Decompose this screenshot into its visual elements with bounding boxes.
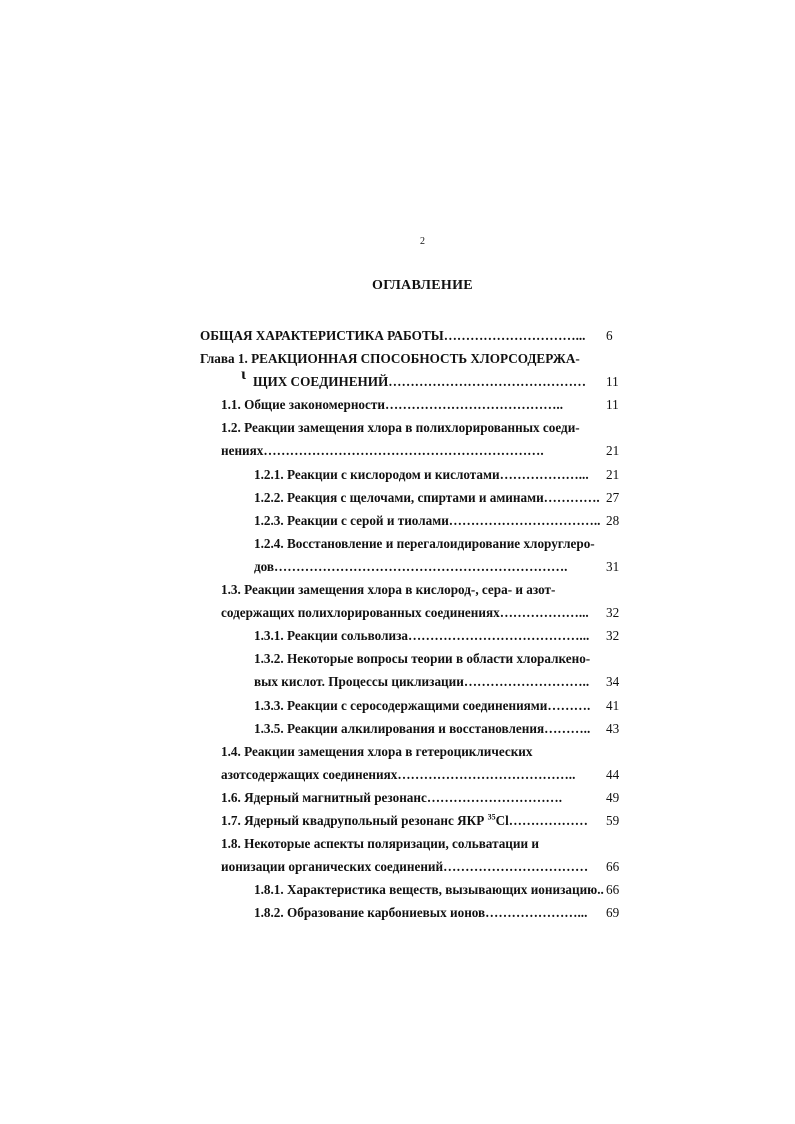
toc-entry-page: 66 bbox=[606, 882, 620, 898]
toc-entry-text: 1.2.3. Реакции с серой и тиолами…………………………….. bbox=[254, 512, 601, 528]
toc-entry-page: 28 bbox=[606, 512, 620, 528]
toc-entry-text: 1.4. Реакции замещения хлора в гетероциклических bbox=[221, 743, 533, 759]
toc-entry bbox=[200, 324, 630, 347]
toc-entry bbox=[200, 809, 630, 832]
toc-entry-text: нениях………………………………………………………. bbox=[221, 443, 544, 459]
toc-entry-page: 41 bbox=[606, 697, 620, 713]
toc-entry bbox=[200, 416, 630, 439]
toc-entry-text: 1.3.1. Реакции сольволиза…………………………………... bbox=[254, 628, 590, 644]
table-of-contents bbox=[200, 324, 630, 924]
toc-entry-text: 1.8.2. Образование карбониевых ионов…………………... bbox=[254, 905, 588, 921]
toc-entry-text: 1.8. Некоторые аспекты поляризации, сольватации и bbox=[221, 836, 539, 852]
toc-entry-page: 43 bbox=[606, 720, 620, 736]
toc-entry bbox=[200, 624, 630, 647]
scan-mark: ɩ bbox=[241, 366, 246, 383]
toc-entry-text bbox=[221, 809, 588, 832]
toc-entry bbox=[200, 647, 630, 670]
toc-entry bbox=[200, 832, 630, 855]
toc-entry bbox=[200, 463, 630, 486]
toc-entry-page: 27 bbox=[606, 489, 620, 505]
toc-entry-page: 44 bbox=[606, 766, 620, 782]
toc-entry-page: 21 bbox=[606, 466, 620, 482]
toc-entry-text: 1.2.1. Реакции с кислородом и кислотами………………... bbox=[254, 466, 589, 482]
toc-entry-text: 1.2. Реакции замещения хлора в полихлорированных соеди- bbox=[221, 420, 580, 436]
toc-entry bbox=[200, 878, 630, 901]
toc-entry-page: 34 bbox=[606, 674, 620, 690]
toc-entry-text: 1.6. Ядерный магнитный резонанс…………………………. bbox=[221, 789, 563, 805]
toc-entry bbox=[200, 740, 630, 763]
toc-entry-text: ЩИХ СОЕДИНЕНИЙ……………………………………… bbox=[253, 374, 587, 390]
toc-entry-page: 49 bbox=[606, 789, 620, 805]
toc-entry-text-main: 1.7. Ядерный квадрупольный резонанс ЯКР bbox=[221, 812, 488, 828]
toc-entry bbox=[200, 509, 630, 532]
toc-entry bbox=[200, 901, 630, 924]
toc-entry-page: 32 bbox=[606, 628, 620, 644]
page-number: 2 bbox=[420, 236, 425, 247]
toc-entry-page: 66 bbox=[606, 859, 620, 875]
toc-entry bbox=[200, 717, 630, 740]
toc-entry-page: 11 bbox=[606, 397, 619, 413]
toc-entry-text: 1.2.4. Восстановление и перегалоидирование хлоруглеро- bbox=[254, 535, 595, 551]
toc-entry-text: дов…………………………………………………………. bbox=[254, 558, 568, 574]
toc-entry-page: 21 bbox=[606, 443, 620, 459]
toc-entry-text: 1.3.2. Некоторые вопросы теории в области хлоралкено- bbox=[254, 651, 591, 667]
toc-entry bbox=[200, 439, 630, 462]
toc-entry-text: ионизации органических соединений…………………………… bbox=[221, 859, 589, 875]
toc-entry bbox=[200, 694, 630, 717]
toc-entry-page: 11 bbox=[606, 374, 619, 390]
toc-entry bbox=[200, 370, 630, 393]
toc-entry bbox=[200, 763, 630, 786]
toc-entry-text: 1.3.3. Реакции с серосодержащими соединениями………. bbox=[254, 697, 591, 713]
toc-entry-page: 59 bbox=[606, 812, 620, 828]
toc-entry bbox=[200, 486, 630, 509]
toc-entry-text: 1.2.2. Реакция с щелочами, спиртами и аминами…………. bbox=[254, 489, 600, 505]
toc-entry-text: азотсодержащих соединениях………………………………….. bbox=[221, 766, 576, 782]
isotope-superscript: 35 bbox=[487, 812, 496, 822]
toc-entry-text: ОБЩАЯ ХАРАКТЕРИСТИКА РАБОТЫ…………………………... bbox=[200, 328, 586, 343]
toc-entry bbox=[200, 670, 630, 693]
toc-entry bbox=[200, 555, 630, 578]
toc-entry bbox=[200, 786, 630, 809]
toc-entry-text: 1.3. Реакции замещения хлора в кислород-, сера- и азот- bbox=[221, 582, 556, 598]
toc-entry bbox=[200, 393, 630, 416]
toc-entry-text: 1.3.5. Реакции алкилирования и восстановления……….. bbox=[254, 720, 591, 736]
toc-entry-page: 69 bbox=[606, 905, 620, 921]
toc-entry bbox=[200, 601, 630, 624]
toc-entry bbox=[200, 578, 630, 601]
toc-entry-text: содержащих полихлорированных соединениях………………... bbox=[221, 605, 589, 621]
toc-entry bbox=[200, 532, 630, 555]
toc-entry-text: вых кислот. Процессы циклизации……………………….. bbox=[254, 674, 590, 690]
toc-entry-text: 1.8.1. Характеристика веществ, вызывающих ионизацию.. bbox=[254, 882, 604, 898]
toc-entry bbox=[200, 855, 630, 878]
toc-entry-text: Глава 1. РЕАКЦИОННАЯ СПОСОБНОСТЬ ХЛОРСОДЕРЖА- bbox=[200, 351, 580, 367]
toc-entry bbox=[200, 347, 630, 370]
toc-entry-page: 6 bbox=[606, 328, 613, 343]
toc-entry-page: 31 bbox=[606, 558, 620, 574]
toc-entry-text-after: Cl……………… bbox=[495, 812, 588, 828]
toc-entry-text: 1.1. Общие закономерности………………………………….. bbox=[221, 397, 563, 413]
toc-entry-page: 32 bbox=[606, 605, 620, 621]
toc-title: ОГЛАВЛЕНИЕ bbox=[372, 278, 473, 293]
